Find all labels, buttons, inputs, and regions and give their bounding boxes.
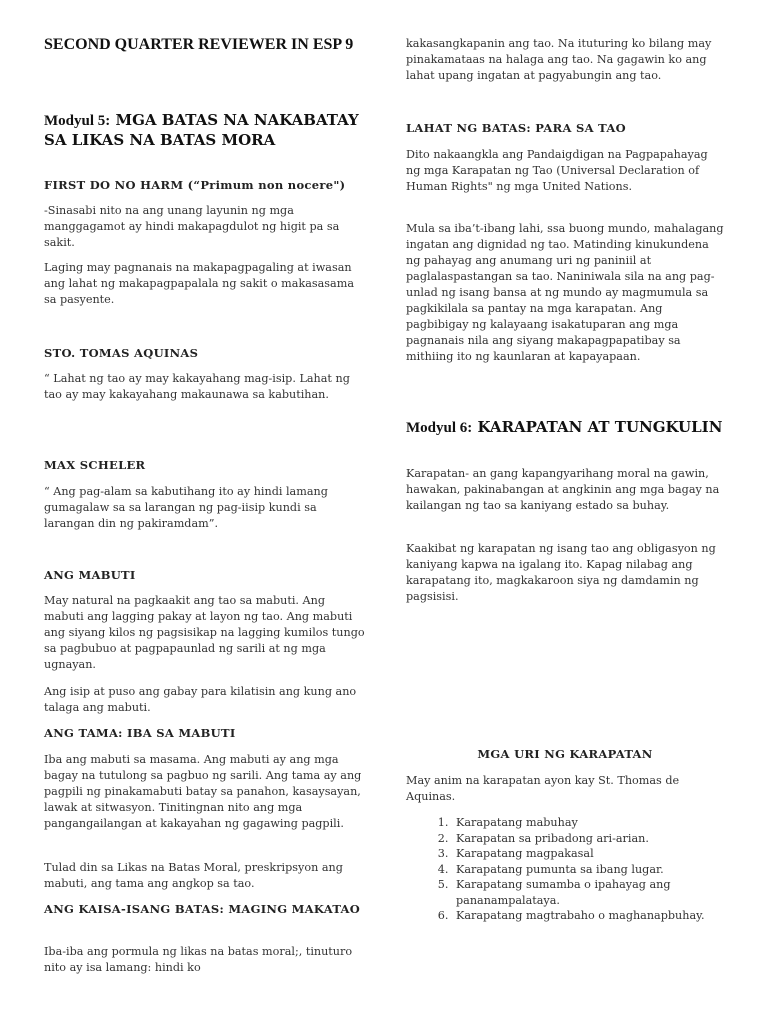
list-item: 6. Karapatang magtrabaho o maghanapbuhay.	[452, 908, 768, 924]
scheler-heading: MAX SCHELER	[44, 458, 146, 472]
uri-heading: MGA URI NG KARAPATAN	[477, 747, 653, 761]
para-sa-tao-paragraph-1: Dito nakaangkla ang Pandaigdigan na Pagpapahayag ng mga Karapatan ng Tao (Universal Declaration of Human Rights" ng mga United Nations.	[406, 148, 708, 193]
first-do-no-harm-heading: FIRST DO NO HARM (“Primum non nocere")	[44, 178, 346, 192]
scheler-quote: “ Ang pag-alam sa kabutihang ito ay hindi lamang gumagalaw sa sa larangan ng pag-iisip kundi sa larangan din ng pakiramdam”.	[44, 485, 328, 530]
modyul-6-paragraph-1: Karapatan- an gang kapangyarihang moral na gawin, hawakan, pakinabangan at angkinin ang mga bagay na kailangan ng tao sa kaniyang estado sa buhay.	[406, 467, 720, 512]
kaisa-heading: ANG KAISA-ISANG BATAS: MAGING MAKATAO	[44, 902, 361, 916]
document-title: SECOND QUARTER REVIEWER IN ESP 9	[44, 36, 354, 53]
list-item: 1. Karapatang mabuhay	[452, 815, 768, 831]
modyul-5-title: MGA BATAS NA NAKABATAY SA LIKAS NA BATAS MORA	[44, 111, 359, 149]
modyul-5-heading	[44, 111, 366, 150]
list-item: 5. Karapatang sumamba o ipahayag ang pananampalataya.	[452, 877, 768, 908]
continued-paragraph: kakasangkapanin ang tao. Na ituturing ko bilang may pinakamataas na halaga ang tao. Na gagawin ko ang lahat upang ingatan at pagyabungin ang tao.	[406, 37, 712, 82]
first-do-no-harm-paragraph-2: Laging may pagnanais na makapagpagaling at iwasan ang lahat ng makapagpapalala ng sakit o makasasama sa pasyente.	[44, 261, 354, 306]
aquinas-quote: “ Lahat ng tao ay may kakayahang mag-isip. Lahat ng tao ay may kakayahang makaunawa sa kabutihan.	[44, 372, 350, 401]
list-item: 3. Karapatang magpakasal	[452, 846, 768, 862]
modyul-6-lead: Modyul 6:	[406, 420, 473, 436]
rights-list	[406, 815, 768, 924]
modyul-6-paragraph-2: Kaakibat ng karapatan ng isang tao ang obligasyon ng kaniyang kapwa na igalang ito. Kapag nilabag ang karapatang ito, magkakaroon siya ng damdamin ng pagsisisi.	[406, 542, 716, 603]
mabuti-heading: ANG MABUTI	[44, 568, 136, 582]
modyul-6-heading	[406, 418, 724, 438]
list-item: 2. Karapatan sa pribadong ari-arian.	[452, 831, 768, 847]
mabuti-paragraph-1: May natural na pagkaakit ang tao sa mabuti. Ang mabuti ang lagging pakay at layon ng tao. Ang mabuti ang siyang kilos ng pagsisikap na lagging kumilos tungo sa pagbubuo at pagpapaunlad ng sarili at ng mga ugnayan.	[44, 594, 365, 671]
first-do-no-harm-paragraph-1: -Sinasabi nito na ang unang layunin ng mga manggagamot ay hindi makapagdulot ng higit pa sa sakit.	[44, 204, 340, 249]
tama-paragraph-1: Iba ang mabuti sa masama. Ang mabuti ay ang mga bagay na tutulong sa pagbuo ng sarili. Ang tama ay ang pagpili ng pinakamabuti batay sa panahon, kasaysayan, lawak at sitwasyon. Tinitingnan nito ang mga pangangailangan at kakayahan ng gagawing pagpili.	[44, 753, 362, 830]
kaisa-paragraph: Iba-iba ang pormula ng likas na batas moral;, tinuturo nito ay isa lamang: hindi ko	[44, 945, 353, 974]
tama-paragraph-2: Tulad din sa Likas na Batas Moral, preskripsyon ang mabuti, ang tama ang angkop sa tao.	[44, 861, 343, 890]
mabuti-paragraph-2: Ang isip at puso ang gabay para kilatisin ang kung ano talaga ang mabuti.	[44, 685, 357, 714]
list-item: 4. Karapatang pumunta sa ibang lugar.	[452, 862, 768, 878]
modyul-5-lead: Modyul 5:	[44, 113, 111, 129]
uri-intro: May anim na karapatan ayon kay St. Thomas de Aquinas.	[406, 774, 680, 803]
para-sa-tao-paragraph-2: Mula sa iba’t-ibang lahi, ssa buong mundo, mahalagang ingatan ang dignidad ng tao. Matinding kinukundena ng pahayag ang anumang uri ng paniniil at paglalaspastangan sa tao. Naniniwala sila na ang pag-unlad ng isang bansa at ng mundo ay magmumula sa pagkikilala sa pantay na mga karapatan. Ang pagbibigay ng kalayaang isakatuparan ang mga pagnanais nila ang siyang makapagpapatibay sa mithiing ito ng kaunlaran at kapayapaan.	[406, 222, 724, 363]
para-sa-tao-heading: LAHAT NG BATAS: PARA SA TAO	[406, 121, 626, 135]
aquinas-heading: STO. TOMAS AQUINAS	[44, 346, 199, 360]
tama-heading: ANG TAMA: IBA SA MABUTI	[44, 726, 236, 740]
modyul-6-title: KARAPATAN AT TUNGKULIN	[477, 418, 723, 436]
